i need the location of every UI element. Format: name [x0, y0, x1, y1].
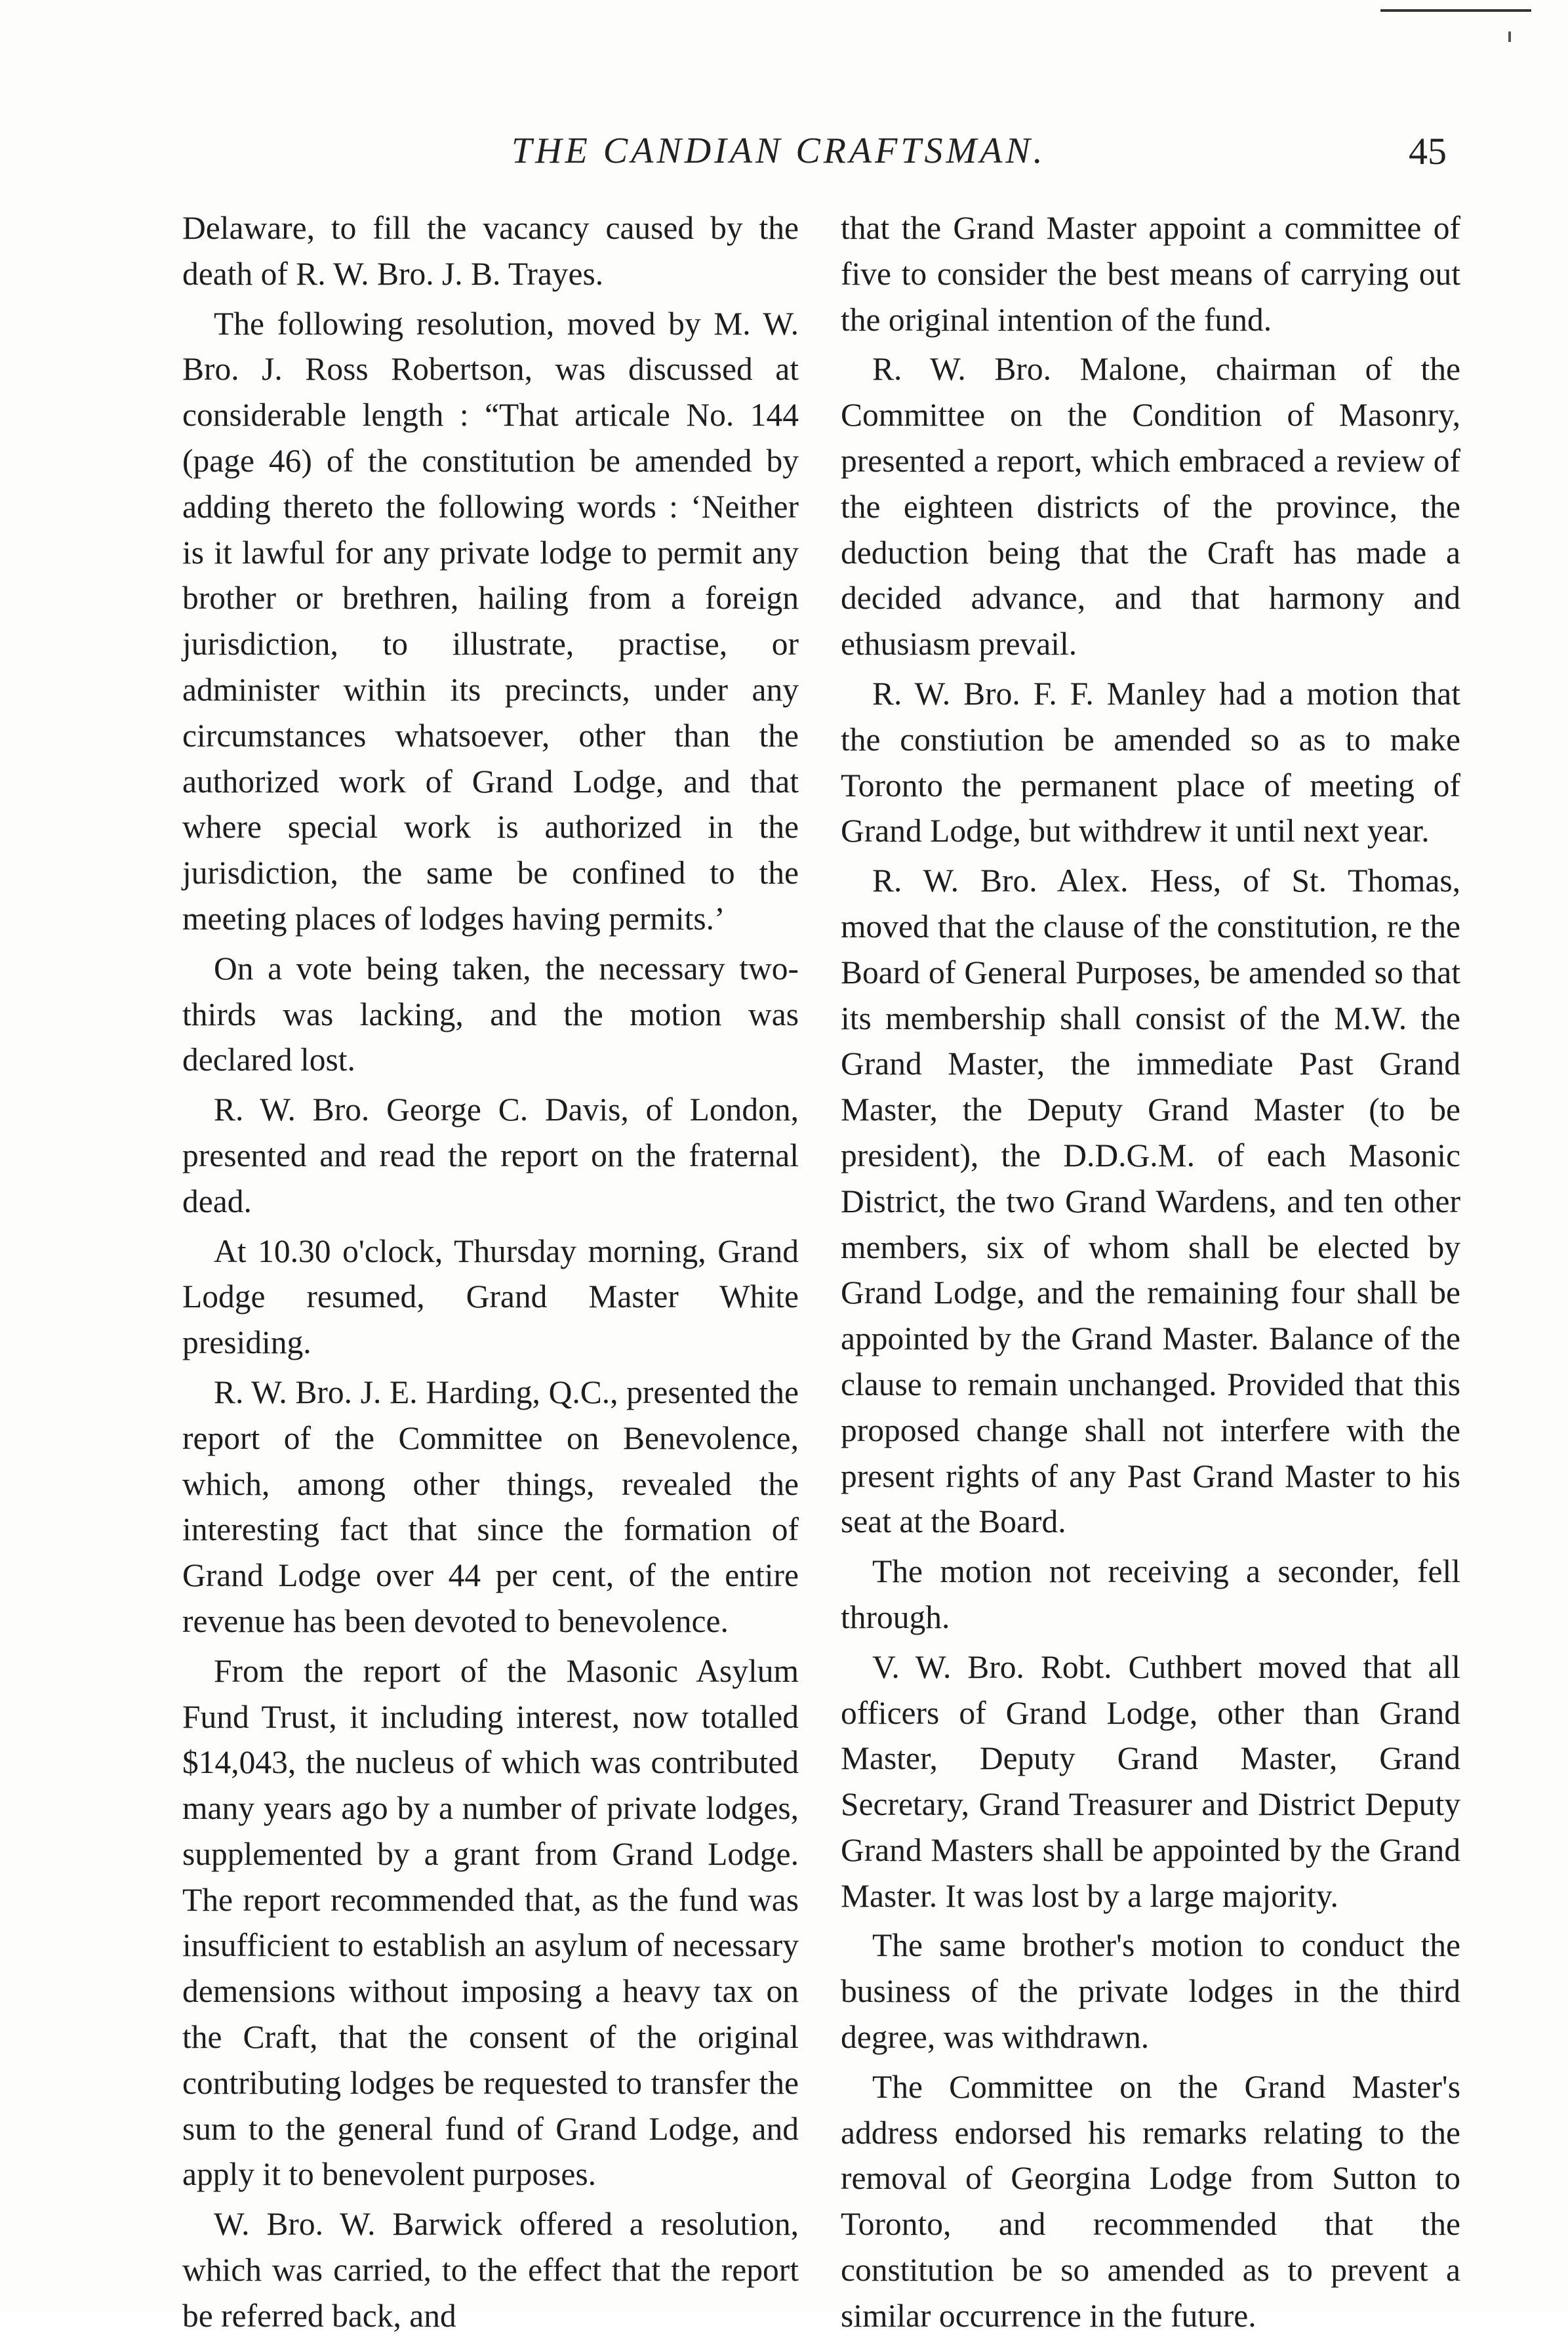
- paragraph: The motion not receiving a seconder, fell through.: [841, 1553, 1460, 1635]
- top-rule: [1380, 9, 1531, 12]
- paragraph: R. W. Bro. F. F. Manley had a motion that the constiution be amended so as to make Toronto the permanent place of meeting of Grand Lodge, but withdrew it until next year.: [841, 675, 1460, 849]
- paragraph: From the report of the Masonic Asylum Fund Trust, it including interest, now totalled $14,043, the nucleus of which was contributed many years ago by a number of private lodges, supplemented by a grant from Grand Lodge. The report recommended that, as the fund was insufficient to establish an asylum of necessary demensions without imposing a heavy tax on the Craft, that the consent of the original contributing lodges be requested to transfer the sum to the general fund of Grand Lodge, and apply it to benevolent purposes.: [182, 1652, 799, 2193]
- paragraph: The following resolution, moved by M. W. Bro. J. Ross Robertson, was discussed at considerable length : “That articale No. 144 (page 46) of the constitution be amended by adding thereto the following words : ‘Neither is it lawful for any private lodge to permit any brother or brethren, hailing from a foreign jurisdiction, to illustrate, practise, or administer within its precincts, under any circumstances whatsoever, other than the authorized work of Grand Lodge, and that where special work is authorized in the jurisdiction, the same be confined to the meeting places of lodges having permits.’: [182, 305, 799, 937]
- left-column: [182, 205, 799, 2343]
- paragraph: The Committee on the Grand Master's address endorsed his remarks relating to the removal of Georgina Lodge from Sutton to Toronto, and recommended that the constitution be so amended as to prevent a similar occurrence in the future.: [841, 2068, 1460, 2334]
- paragraph: that the Grand Master appoint a committee of five to consider the best means of carrying out the original intention of the fund.: [841, 210, 1460, 338]
- running-title: THE CANDIAN CRAFTSMAN.: [512, 131, 1046, 171]
- paragraph: The same brother's motion to conduct the business of the private lodges in the third degree, was withdrawn.: [841, 1927, 1460, 2056]
- paragraph: R. W. Bro. Alex. Hess, of St. Thomas, moved that the clause of the constitution, re the Board of General Purposes, be amended so that its membership shall consist of the M.W. the Grand Master, the immediate Past Grand Master, the Deputy Grand Master (to be president), the D.D.G.M. of each Masonic District, the two Grand Wardens, and ten other members, six of whom shall be elected by Grand Lodge, and the remaining four shall be appointed by the Grand Master. Balance of the clause to remain unchanged. Provided that this proposed change shall not interfere with the present rights of any Past Grand Master to his seat at the Board.: [841, 863, 1460, 1540]
- paragraph: On a vote being taken, the necessary two-thirds was lacking, and the motion was declared lost.: [182, 950, 799, 1078]
- paragraph: V. W. Bro. Robt. Cuthbert moved that all officers of Grand Lodge, other than Grand Master, Deputy Grand Master, Grand Secretary, Grand Treasurer and District Deputy Grand Masters shall be appointed by the Grand Master. It was lost by a large majority.: [841, 1648, 1460, 1914]
- paragraph: At 10.30 o'clock, Thursday morning, Grand Lodge resumed, Grand Master White presiding.: [182, 1233, 799, 1361]
- top-mark: [1508, 31, 1511, 42]
- page-number: 45: [1409, 130, 1447, 173]
- paragraph: W. Bro. W. Barwick offered a resolution, which was carried, to the effect that the report be referred back, and: [182, 2206, 799, 2334]
- paragraph: R. W. Bro. George C. Davis, of London, presented and read the report on the fraternal dead.: [182, 1091, 799, 1219]
- right-column: [841, 205, 1460, 2343]
- paragraph: R. W. Bro. Malone, chairman of the Committee on the Condition of Masonry, presented a report, which embraced a review of the eighteen districts of the province, the deduction being that the Craft has made a decided advance, and that harmony and ethusiasm prevail.: [841, 351, 1460, 662]
- paragraph: Delaware, to fill the vacancy caused by the death of R. W. Bro. J. B. Trayes.: [182, 210, 799, 292]
- paragraph: R. W. Bro. J. E. Harding, Q.C., presented the report of the Committee on Benevolence, which, among other things, revealed the interesting fact that since the formation of Grand Lodge over 44 per cent, of the entire revenue has been devoted to benevolence.: [182, 1374, 799, 1639]
